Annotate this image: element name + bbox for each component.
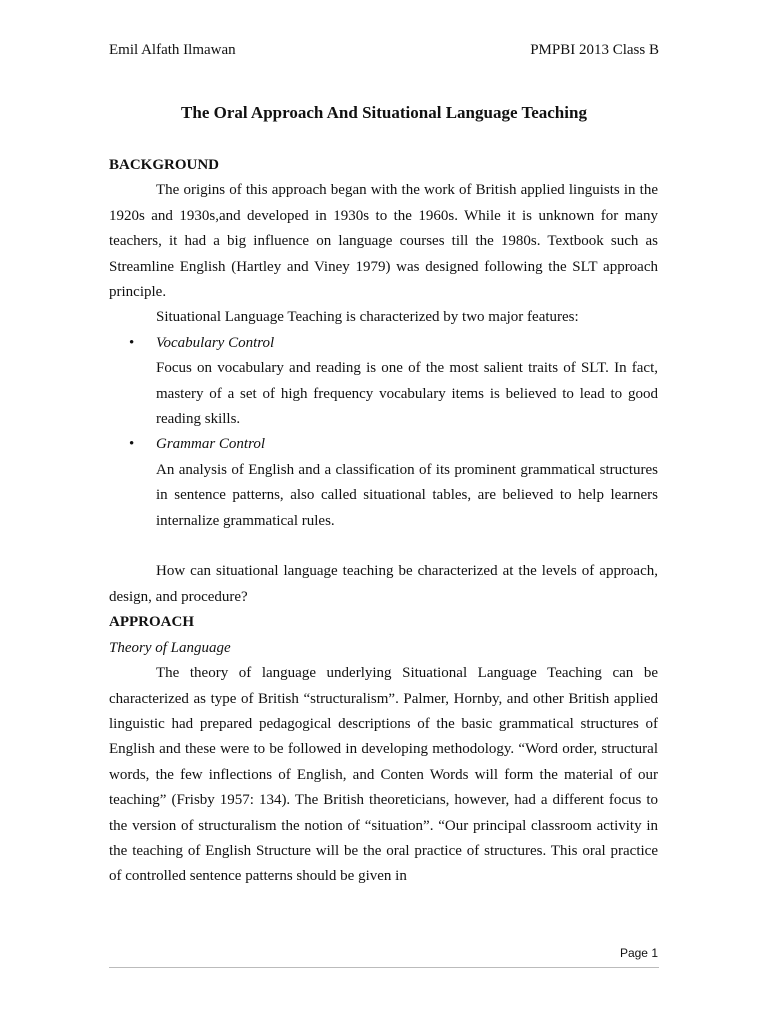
bullet-label: Vocabulary Control xyxy=(156,334,275,351)
bullet-body: An analysis of English and a classification of its prominent grammatical structures in sentence patterns, also called situational tables, are believed to help learners internalize grammatical rules. xyxy=(156,461,658,529)
paragraph-gap xyxy=(109,534,658,559)
paragraph-question: How can situational language teaching be characterized at the levels of approach, design, and procedure? xyxy=(109,563,658,605)
page-number: Page 1 xyxy=(619,946,658,960)
bullet-grammar-control xyxy=(109,432,658,457)
bullet-icon: • xyxy=(129,436,135,453)
paragraph-origins: The origins of this approach began with the work of British applied linguists in the 1920s and 1930s,and developed in 1930s to the 1960s. While it is unknown for many teachers, it had a big influence on language courses till the 1980s. Textbook such as Streamline English (Hartley and Viney 1979) was designed following the SLT approach principle. xyxy=(109,182,658,301)
document-body xyxy=(109,153,658,890)
bullet-body: Focus on vocabulary and reading is one of the most salient traits of SLT. In fact, mastery of a set of high frequency vocabulary items is believed to lead to good reading skills. xyxy=(156,360,658,428)
header-course: PMPBI 2013 Class B xyxy=(530,42,659,58)
paragraph-features-intro: Situational Language Teaching is characterized by two major features: xyxy=(156,309,579,326)
paragraph-theory: The theory of language underlying Situational Language Teaching can be characterized as type of British “structuralism”. Palmer, Hornby, and other British applied linguistic had prepared pedagogical descriptions of the basic grammatical structures of English and these were to be followed in developing methodology. “Word order, structural words, the few inflections of English, and Conten Words will form the material of our teaching” (Frisby 1957: 134). The British theoreticians, however, had a different focus to the version of structuralism the notion of “situation”. “Our principal classroom activity in the teaching of English Structure will be the oral practice of structures. This oral practice of controlled sentence patterns should be given in xyxy=(109,665,658,885)
document-title: The Oral Approach And Situational Language Teaching xyxy=(181,103,587,122)
section-heading-approach: APPROACH xyxy=(109,614,194,631)
subheading-theory-of-language: Theory of Language xyxy=(109,639,231,656)
footer-divider xyxy=(109,967,659,968)
bullet-vocabulary-control xyxy=(109,331,658,356)
section-heading-background: BACKGROUND xyxy=(109,157,220,173)
bullet-icon: • xyxy=(129,334,135,351)
bullet-label: Grammar Control xyxy=(156,436,266,453)
header-author: Emil Alfath Ilmawan xyxy=(109,42,236,58)
page-header xyxy=(109,42,659,62)
